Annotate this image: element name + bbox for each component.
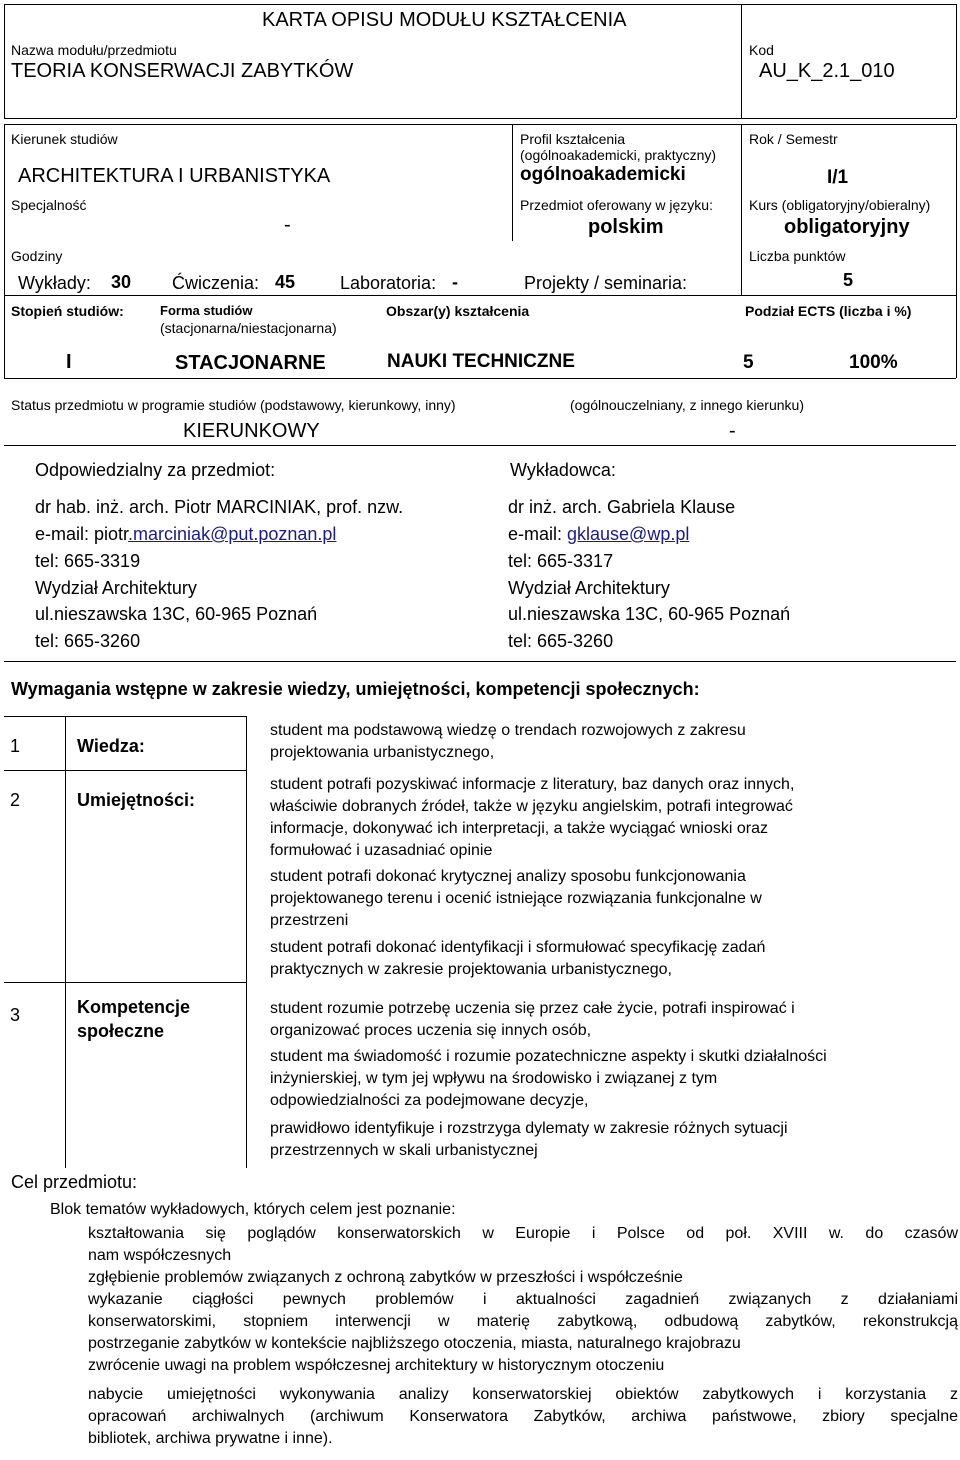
profile-value: ogólnoakademicki (520, 164, 686, 185)
contacts-divider (4, 661, 956, 662)
language-label: Przedmiot oferowany w języku: (520, 197, 713, 213)
responsible-address: ul.nieszawska 13C, 60-965 Poznań (35, 604, 318, 624)
labs-label: Laboratoria: (340, 273, 437, 293)
lecturer-name: dr inż. arch. Gabriela Klause (508, 497, 736, 517)
goal-line: konserwatorskimi, stopniem interwencji w materię zabytkową, odbudową zabytków, rekonstrukcją (88, 1313, 958, 1330)
status-underline (4, 445, 956, 446)
goal-intro: Blok tematów wykładowych, których celem jest poznanie: (50, 1201, 456, 1218)
requirement-label: Kompetencje (77, 997, 191, 1017)
area-value: NAUKI TECHNICZNE (387, 351, 575, 372)
profile-label-sub: (ogólnoakademicki, praktyczny) (520, 147, 717, 163)
ects-split-percent: 100% (849, 352, 898, 373)
goal-line: wykazanie ciągłości pewnych problemów i aktualności zagadnień związanych z działaniami (88, 1291, 958, 1308)
points-label: Liczba punktów (749, 248, 846, 264)
course-value: obligatoryjny (784, 216, 910, 238)
responsible-tel2: tel: 665-3260 (35, 631, 141, 651)
language-value: polskim (588, 216, 664, 238)
responsible-faculty: Wydział Architektury (35, 578, 197, 598)
goal-heading: Cel przedmiotu: (11, 1172, 138, 1192)
goal-list (88, 1223, 958, 1377)
requirement-item: student potrafi pozyskiwać informacje z literatury, baz danych oraz innych, właściwie dobranych źródeł, także w języku angielskim, potrafi integrować informacje, dokonywać ich interpretacji, a także wyciągać wnioski oraz formułować i uzasadniać opinie (270, 776, 795, 859)
lecturer-tel: tel: 665-3317 (508, 551, 614, 571)
module-code: AU_K_2.1_010 (759, 60, 895, 82)
requirement-item: student rozumie potrzebę uczenia się przez całe życie, potrafi inspirować i organizować proces uczenia się innych osób, (270, 1000, 795, 1039)
status-value-right: - (729, 420, 736, 442)
exercises-label: Ćwiczenia: (172, 273, 260, 293)
lecturer-email (508, 524, 689, 545)
goal-line: zwrócenie uwagi na problem współczesnej architektury w historycznym otoczeniu (88, 1357, 665, 1374)
requirement-number: 2 (10, 790, 21, 810)
document-title: KARTA OPISU MODUŁU KSZTAŁCENIA (262, 9, 627, 31)
goal-line: nam współczesnych (88, 1247, 232, 1264)
lecturer-tel2: tel: 665-3260 (508, 631, 614, 651)
goal-list-2 (88, 1384, 958, 1450)
lecturer-email-link[interactable]: gklause@wp.pl (567, 524, 690, 544)
year-label: Rok / Semestr (749, 131, 838, 147)
goal-line: postrzeganie zabytków w kontekście najbliższego otoczenia, miasta, naturalnego krajobrazu (88, 1335, 741, 1352)
goal-line: bibliotek, archiwa prywatne i inne). (88, 1430, 333, 1447)
module-name-label: Nazwa modułu/przedmiotu (11, 42, 177, 58)
responsible-email-prefix: e-mail: piotr (35, 524, 129, 544)
status-label-right: (ogólnouczelniany, z innego kierunku) (570, 397, 804, 413)
module-name: TEORIA KONSERWACJI ZABYTKÓW (11, 60, 354, 82)
labs-hours: - (452, 272, 458, 292)
lecturer-faculty: Wydział Architektury (508, 578, 670, 598)
hours-label: Godziny (11, 248, 63, 264)
specialty-value: - (284, 214, 291, 236)
field-of-study: ARCHITEKTURA I URBANISTYKA (18, 165, 331, 187)
lecturer-email-prefix: e-mail: (508, 524, 568, 544)
goal-line: opracowań archiwalnych (archiwum Konserwatora Zabytków, archiwa państwowe, zbiory specjalne (88, 1408, 958, 1425)
requirements-heading: Wymagania wstępne w zakresie wiedzy, umiejętności, kompetencji społecznych: (11, 679, 700, 699)
goal-line: kształtowania się poglądów konserwatorskich w Europie i Polsce od poł. XVIII w. do czasów (88, 1225, 958, 1242)
goal-line: nabycie umiejętności wykonywania analizy konserwatorskiej obiektów zabytkowych i korzystania z (88, 1386, 958, 1403)
field-label: Kierunek studiów (11, 131, 118, 147)
level-label: Stopień studiów: (11, 303, 124, 319)
requirement-number: 3 (10, 1005, 21, 1025)
requirement-item: student potrafi dokonać krytycznej analizy sposobu funkcjonowania projektowanego terenu i ocenić istniejące rozwiązania funkcjonalne w przestrzeni (270, 868, 762, 929)
form-sub-label: (stacjonarna/niestacjonarna) (160, 320, 337, 336)
status-value: KIERUNKOWY (183, 420, 320, 442)
status-label: Status przedmiotu w programie studiów (podstawowy, kierunkowy, inny) (11, 397, 456, 413)
requirement-label: Wiedza: (77, 736, 145, 756)
ects-points: 5 (843, 270, 854, 290)
area-label: Obszar(y) kształcenia (386, 303, 530, 319)
exercises-hours: 45 (275, 272, 296, 292)
code-label: Kod (749, 42, 774, 58)
requirement-item: student ma podstawową wiedzę o trendach rozwojowych z zakresu projektowania urbanistycznego, (270, 722, 746, 761)
requirement-item: student ma świadomość i rozumie pozatechniczne aspekty i skutki działalności inżynierskiej, w tym jej wpływu na środowisko i związanej z tym odpowiedzialności za podejmowane decyzje, (270, 1048, 827, 1109)
responsible-name: dr hab. inż. arch. Piotr MARCINIAK, prof. nzw. (35, 497, 404, 517)
requirement-item: prawidłowo identyfikuje i rozstrzyga dylematy w zakresie różnych sytuacji przestrzennych w skali urbanistycznej (270, 1120, 788, 1159)
requirement-label: Umiejętności: (77, 790, 196, 810)
responsible-label: Odpowiedzialny za przedmiot: (35, 460, 276, 480)
course-label: Kurs (obligatoryjny/obieralny) (749, 197, 931, 213)
requirement-item: student potrafi dokonać identyfikacji i sformułować specyfikację zadań praktycznych w zakresie projektowania urbanistycznego, (270, 939, 766, 978)
lectures-label: Wykłady: (18, 273, 91, 293)
goal-line: zgłębienie problemów związanych z ochroną zabytków w przeszłości i współcześnie (88, 1269, 683, 1286)
requirement-number: 1 (10, 736, 21, 756)
form-value: STACJONARNE (175, 352, 326, 374)
profile-label: Profil kształcenia (520, 131, 626, 147)
responsible-email-link[interactable]: .marciniak@put.poznan.pl (128, 524, 337, 544)
lecturer-label: Wykładowca: (510, 460, 616, 480)
ects-split-value: 5 (743, 352, 754, 373)
lectures-hours: 30 (111, 272, 132, 292)
year-semester: I/1 (827, 167, 849, 188)
projects-label: Projekty / seminaria: (524, 273, 688, 293)
responsible-tel: tel: 665-3319 (35, 551, 141, 571)
level-value: I (66, 351, 72, 373)
responsible-email (35, 524, 336, 545)
form-label: Forma studiów (160, 303, 253, 318)
specialty-label: Specjalność (11, 197, 87, 213)
ects-split-label: Podział ECTS (liczba i %) (745, 303, 912, 319)
lecturer-address: ul.nieszawska 13C, 60-965 Poznań (508, 604, 791, 624)
requirement-label-2: społeczne (77, 1021, 165, 1041)
